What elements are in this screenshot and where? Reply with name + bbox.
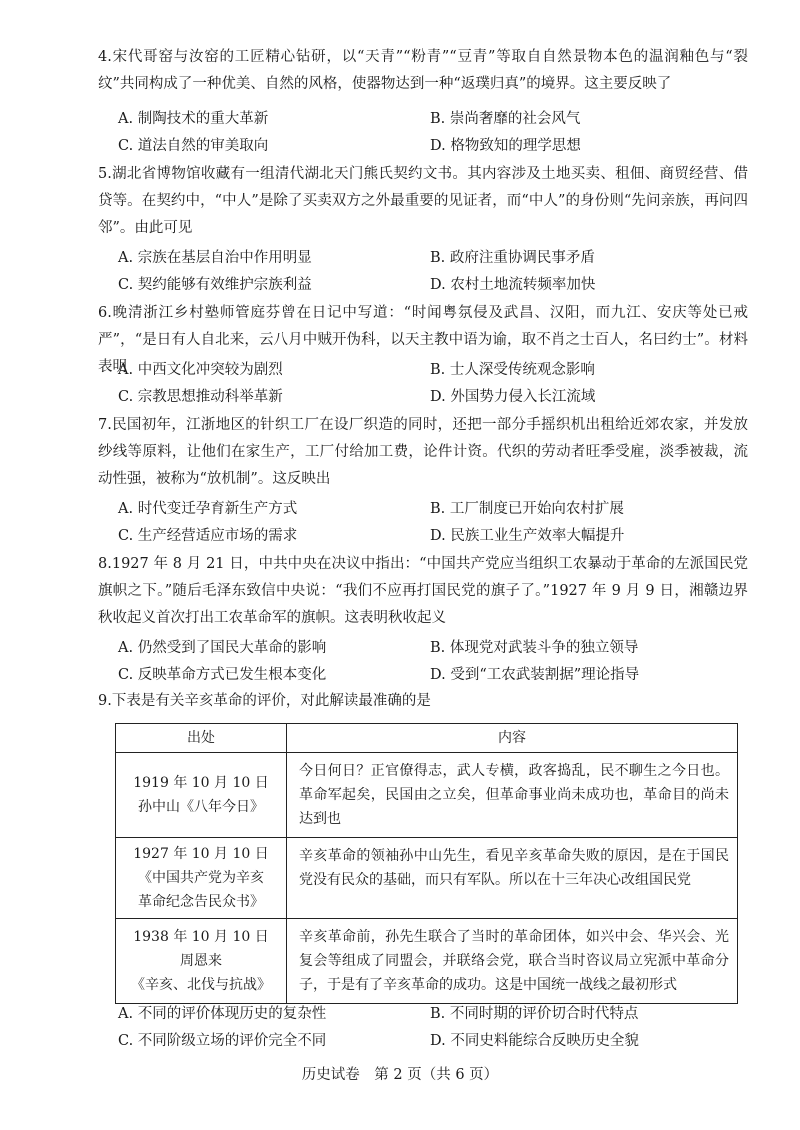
table-row	[116, 753, 738, 838]
evaluation-table	[115, 723, 738, 1004]
question-7-option-c: C. 生产经营适应市场的需求	[118, 528, 298, 544]
source-line: 1919 年 10 月 10 日	[133, 775, 269, 791]
question-9-stem	[98, 688, 748, 715]
question-4-option-a: A. 制陶技术的重大革新	[118, 111, 269, 127]
question-5-option-d: D. 农村土地流转频率加快	[430, 277, 596, 293]
question-6-option-d: D. 外国势力侵入长江流域	[430, 389, 596, 405]
question-6-option-b: B. 士人深受传统观念影响	[430, 362, 595, 378]
table-cell-content: 辛亥革命前，孙先生联合了当时的革命团体，如兴中会、华兴会、光复会等组成了同盟会，并联络会党，联合当时咨议局立宪派中革命分子，于是有了辛亥革命的成功。这是中国统一战线之最初形式	[287, 919, 738, 1004]
question-7-option-b: B. 工厂制度已开始向农村扩展	[430, 501, 624, 517]
question-number: 9.	[98, 693, 112, 709]
question-5-stem	[98, 161, 748, 242]
question-5-option-b: B. 政府注重协调民事矛盾	[430, 250, 595, 266]
question-6-option-c: C. 宗教思想推动科举革新	[118, 389, 283, 405]
question-text: 宋代哥窑与汝窑的工匠精心钻研，以“天青”“粉青”“豆青”等取自自然景物本色的温润釉色与“裂纹”共同构成了一种优美、自然的风格，使器物达到一种“返璞归真”的境界。这主要反映了	[98, 49, 748, 92]
question-8-option-c: C. 反映革命方式已发生根本变化	[118, 667, 327, 683]
source-line: 孙中山《八年今日》	[138, 799, 264, 815]
question-4-stem	[98, 44, 748, 98]
question-9-option-a: A. 不同的评价体现历史的复杂性	[118, 1006, 327, 1022]
page-footer: 历史试卷 第 2 页（共 6 页）	[301, 1067, 499, 1083]
question-number: 6.	[98, 305, 112, 321]
table-header-source: 出处	[116, 724, 287, 753]
table-cell-source	[116, 919, 287, 1004]
question-9-option-c: C. 不同阶级立场的评价完全不同	[118, 1033, 327, 1049]
source-line: 《中国共产党为辛亥	[138, 870, 264, 886]
table-row	[116, 838, 738, 919]
question-5-option-c: C. 契约能够有效维护宗族利益	[118, 277, 312, 293]
question-text: 民国初年，江浙地区的针织工厂在设厂织造的同时，还把一部分手摇织机出租给近郊农家，并发放纱线等原料，让他们在家生产，工厂付给加工费，论件计资。代织的劳动者旺季受雇，淡季被裁，流动性强，被称为“放机制”。这反映出	[98, 417, 748, 487]
question-7-option-a: A. 时代变迁孕育新生产方式	[118, 501, 298, 517]
question-9-option-d: D. 不同史料能综合反映历史全貌	[430, 1033, 639, 1049]
question-8-option-b: B. 体现党对武装斗争的独立领导	[430, 640, 639, 656]
question-8-option-d: D. 受到“工农武装割据”理论指导	[430, 667, 640, 683]
question-6-option-a: A. 中西文化冲突较为剧烈	[118, 362, 283, 378]
source-line: 1938 年 10 月 10 日	[133, 929, 269, 945]
table-cell-content: 辛亥革命的领袖孙中山先生，看见辛亥革命失败的原因，是在于国民党没有民众的基础，而只有军队。所以在十三年决心改组国民党	[287, 838, 738, 919]
question-4-option-b: B. 崇尚奢靡的社会风气	[430, 111, 581, 127]
question-text: 1927 年 8 月 21 日，中共中央在决议中指出：“中国共产党应当组织工农暴动于革命的左派国民党旗帜之下。”随后毛泽东致信中央说：“我们不应再打国民党的旗子了。”1927 年 9 月 9 日，湘赣边界秋收起义首次打出工农革命军的旗帜。这表明秋收起义	[98, 556, 748, 626]
source-line: 周恩来	[180, 953, 222, 969]
table-row	[116, 919, 738, 1004]
source-line: 革命纪念告民众书》	[138, 894, 264, 910]
question-number: 8.	[98, 556, 112, 572]
question-text: 晚清浙江乡村塾师管庭芬曾在日记中写道：“时闻粤氛侵及武昌、汉阳，而九江、安庆等处已戒严”，“是日有人自北来，云八月中贼开伪科，以天主教中语为谕，取不肖之士百人，名曰约士”。材料表明	[98, 305, 748, 375]
question-4-option-d: D. 格物致知的理学思想	[430, 138, 581, 154]
question-7-option-d: D. 民族工业生产效率大幅提升	[430, 528, 625, 544]
source-line: 《辛亥、北伐与抗战》	[131, 977, 271, 993]
question-8-stem	[98, 551, 748, 632]
question-number: 5.	[98, 166, 112, 182]
table-header-row	[116, 724, 738, 753]
question-text: 下表是有关辛亥革命的评价，对此解读最准确的是	[111, 693, 431, 709]
question-text: 湖北省博物馆收藏有一组清代湖北天门熊氏契约文书。其内容涉及土地买卖、租佃、商贸经营、借贷等。在契约中，“中人”是除了买卖双方之外最重要的见证者，而“中人”的身份则“先问亲族，再问四邻”。由此可见	[98, 166, 748, 236]
table-cell-content: 今日何日？正官僚得志，武人专横，政客捣乱，民不聊生之今日也。革命军起矣，民国由之立矣，但革命事业尚未成功也，革命目的尚未达到也	[287, 753, 738, 838]
question-8-option-a: A. 仍然受到了国民大革命的影响	[118, 640, 327, 656]
table-header-content: 内容	[287, 724, 738, 753]
question-number: 4.	[98, 49, 112, 65]
table-cell-source	[116, 753, 287, 838]
table-cell-source	[116, 838, 287, 919]
question-7-stem	[98, 412, 748, 493]
source-line: 1927 年 10 月 10 日	[133, 846, 269, 862]
question-4-option-c: C. 道法自然的审美取向	[118, 138, 269, 154]
question-number: 7.	[98, 417, 112, 433]
question-9-option-b: B. 不同时期的评价切合时代特点	[430, 1006, 639, 1022]
question-5-option-a: A. 宗族在基层自治中作用明显	[118, 250, 312, 266]
